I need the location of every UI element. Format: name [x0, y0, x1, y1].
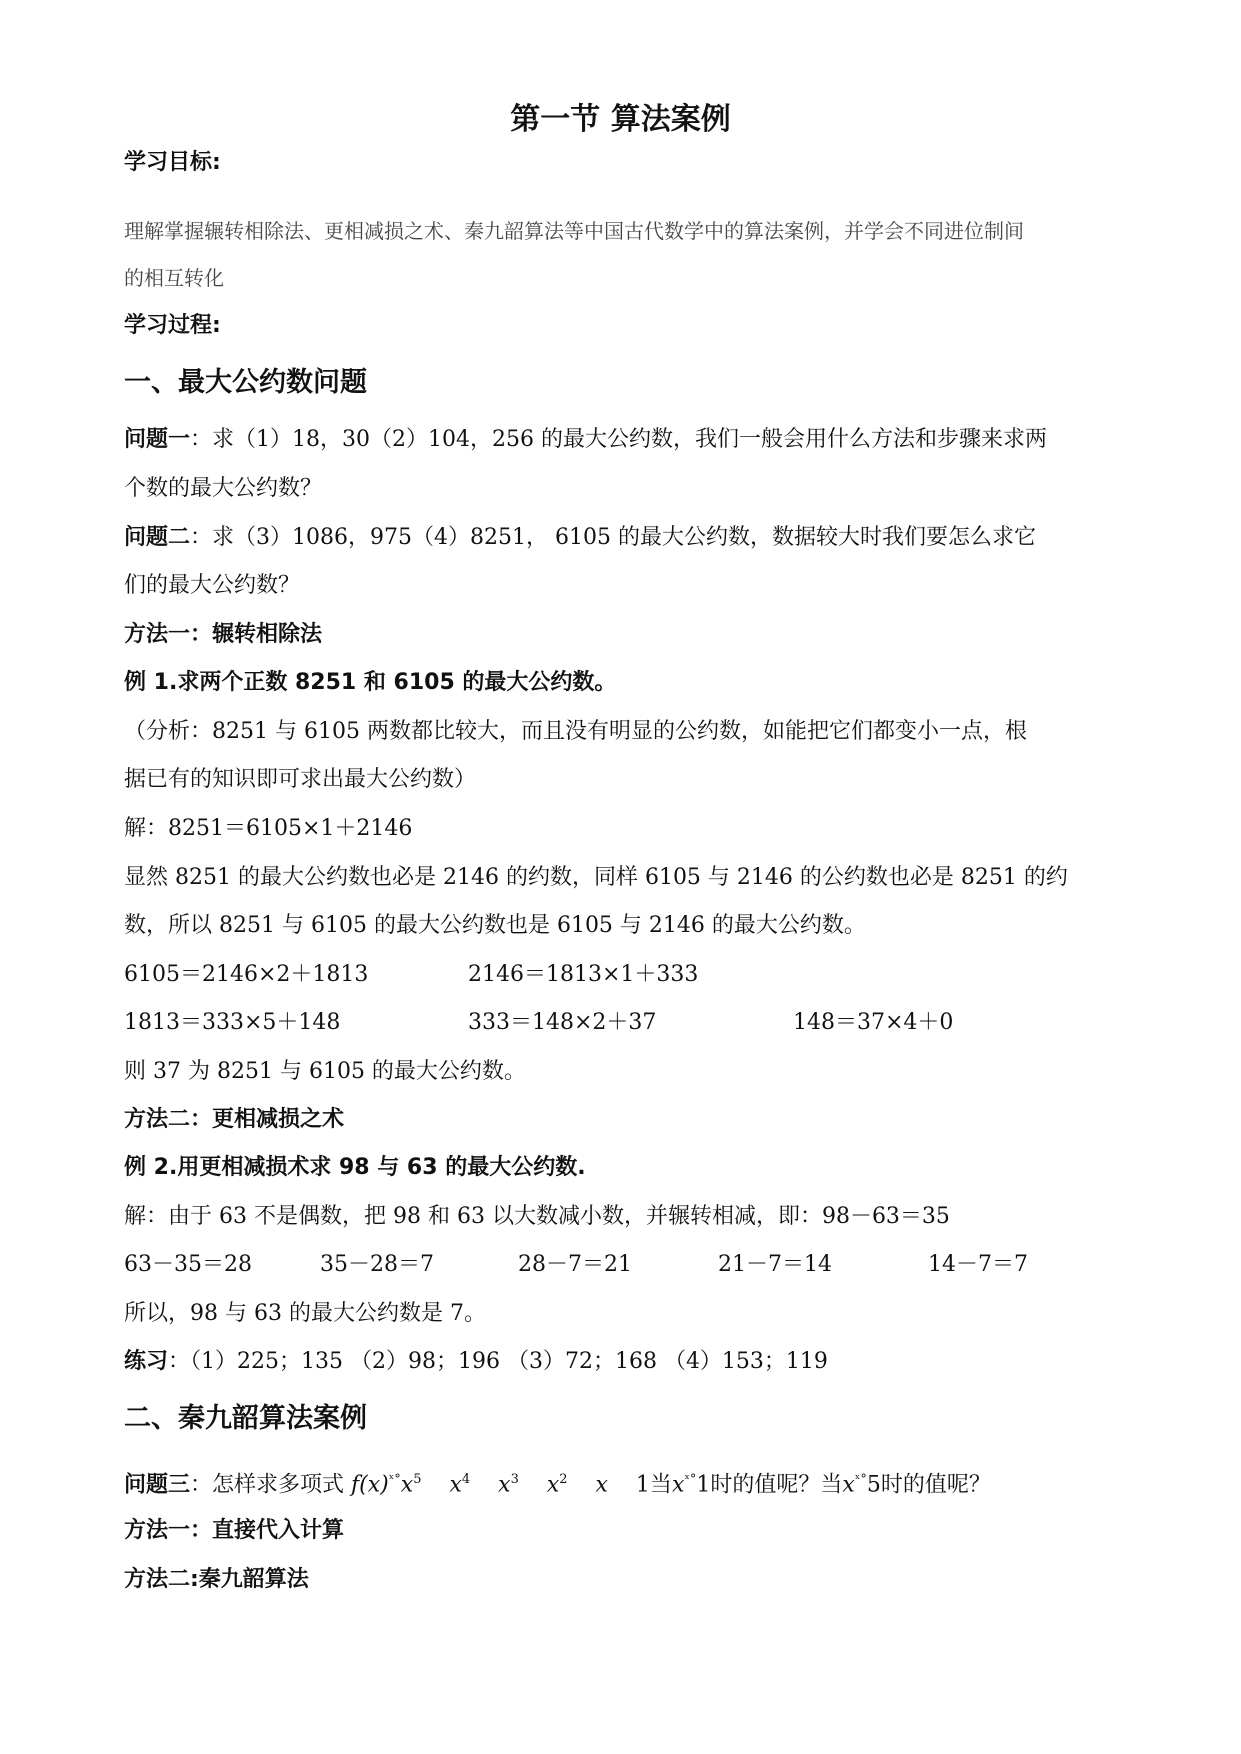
section-2-heading: 二、秦九韶算法案例: [124, 1403, 367, 1434]
question-1-line-2: 个数的最大公约数？: [124, 476, 323, 501]
question-2-line-1: [124, 523, 1036, 553]
section-2-method-1: 方法一：直接代入计算: [124, 1518, 345, 1543]
objectives-heading: 学习目标:: [124, 150, 221, 175]
question-3-mid2: 时的值呢？当: [710, 1472, 843, 1498]
poly-term-4: x: [546, 1472, 560, 1498]
step-4: 333＝148×2＋37: [468, 1010, 657, 1035]
step-1: 6105＝2146×2＋1813: [124, 962, 369, 987]
question-3-line: [124, 1465, 991, 1500]
objectives-line-2: 的相互转化: [124, 266, 224, 290]
poly-term-3: x: [498, 1472, 511, 1498]
poly-f: f(x): [351, 1472, 389, 1498]
poly-exp-3: 3: [510, 1472, 519, 1487]
question-2-label: 问题二: [124, 525, 191, 550]
question-3-label: 问题三: [124, 1472, 191, 1498]
poly-value-1: 1: [696, 1472, 711, 1498]
poly-sym-3: ˣ°: [854, 1472, 867, 1487]
poly-x-value-2: x: [842, 1472, 855, 1498]
conclusion-1: 则 37 为 8251 与 6105 的最大公约数。: [124, 1059, 526, 1084]
poly-sym-2: ˣ°: [684, 1472, 697, 1487]
solution-2: 解：由于 63 不是偶数，把 98 和 63 以大数减小数，并辗转相减，即：98－63＝35: [124, 1204, 950, 1229]
sub-step-2: 35－28＝7: [320, 1252, 434, 1277]
poly-value-2: 5: [866, 1472, 881, 1498]
question-1-label: 问题一: [124, 427, 191, 452]
poly-exp-4: 2: [559, 1472, 568, 1487]
section-1-heading: 一、最大公约数问题: [124, 367, 367, 398]
question-3-end: 时的值呢？: [880, 1472, 991, 1498]
exercise-line: [124, 1347, 828, 1377]
step-5: 148＝37×4＋0: [793, 1010, 954, 1035]
method-1-heading: 方法一：辗转相除法: [124, 622, 323, 647]
poly-term-1: x: [400, 1472, 414, 1498]
section-2-method-2: 方法二:秦九韶算法: [124, 1567, 309, 1592]
process-heading: 学习过程:: [124, 313, 221, 338]
solution-1: 解：8251＝6105×1＋2146: [124, 816, 413, 841]
question-1-text: ：求（1）18，30（2）104，256 的最大公约数，我们一般会用什么方法和步骤来求两: [190, 427, 1047, 452]
explanation-line-1: 显然 8251 的最大公约数也必是 2146 的约数，同样 6105 与 2146 的公约数也必是 8251 的约: [124, 865, 1068, 890]
analysis-line-1: （分析：8251 与 6105 两数都比较大，而且没有明显的公约数，如能把它们都变小一点，根: [124, 719, 1027, 744]
poly-x-value-1: x: [671, 1472, 685, 1498]
objectives-line-1: 理解掌握辗转相除法、更相减损之术、秦九韶算法等中国古代数学中的算法案例，并学会不同进位制间: [124, 219, 1024, 243]
example-2: 例 2.用更相减损术求 98 与 63 的最大公约数.: [124, 1155, 586, 1180]
sub-step-4: 21－7＝14: [718, 1252, 832, 1277]
step-2: 2146＝1813×1＋333: [468, 962, 699, 987]
poly-term-6: 1: [635, 1472, 650, 1498]
poly-sym-1: ˣ°: [388, 1472, 401, 1487]
sub-step-3: 28－7＝21: [518, 1252, 632, 1277]
method-2-heading: 方法二：更相减损之术: [124, 1107, 345, 1132]
question-2-text: ：求（3）1086，975（4）8251， 6105 的最大公约数，数据较大时我们要怎么求它: [190, 525, 1036, 550]
question-3-mid: 当: [649, 1472, 672, 1498]
sub-step-1: 63－35＝28: [124, 1252, 252, 1277]
step-3: 1813＝333×5＋148: [124, 1010, 341, 1035]
question-3-prefix: ：怎样求多项式: [190, 1472, 345, 1498]
page-title: 第一节 算法案例: [510, 102, 731, 137]
exercise-text: ：（1）225；135 （2）98；196 （3）72；168 （4）153；119: [168, 1349, 828, 1374]
explanation-line-2: 数，所以 8251 与 6105 的最大公约数也是 6105 与 2146 的最大公约数。: [124, 913, 866, 938]
poly-exp-1: 5: [413, 1472, 422, 1487]
analysis-line-2: 据已有的知识即可求出最大公约数）: [124, 767, 477, 792]
sub-step-5: 14－7＝7: [928, 1252, 1028, 1277]
example-1: 例 1.求两个正数 8251 和 6105 的最大公约数。: [124, 670, 617, 695]
poly-term-5: x: [595, 1472, 608, 1498]
exercise-label: 练习: [124, 1349, 169, 1374]
poly-exp-2: 4: [461, 1472, 471, 1487]
question-2-line-2: 们的最大公约数？: [124, 573, 301, 598]
conclusion-2: 所以，98 与 63 的最大公约数是 7。: [124, 1301, 486, 1326]
poly-term-2: x: [449, 1472, 462, 1498]
question-1-line-1: [124, 425, 1047, 455]
